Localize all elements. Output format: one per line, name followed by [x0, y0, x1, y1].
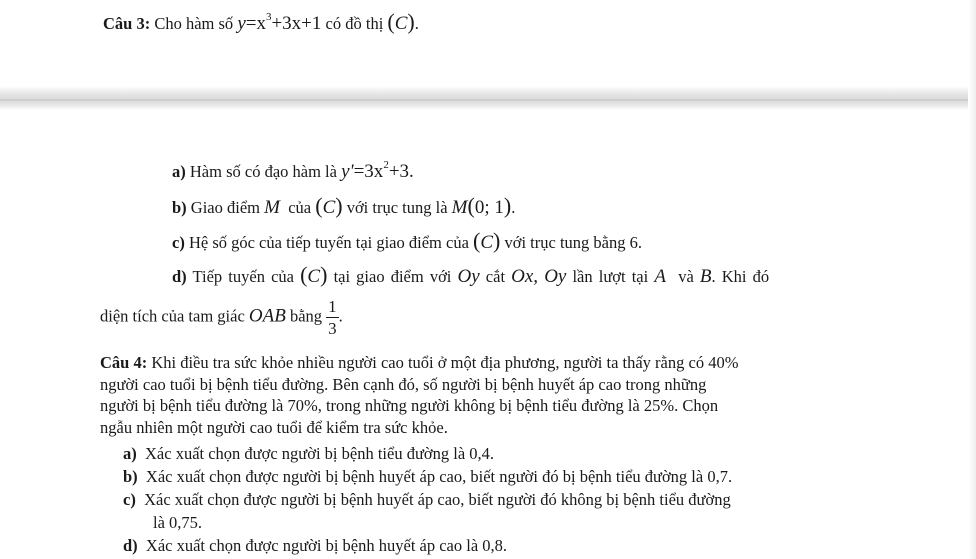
q3-label: Câu 3:	[103, 14, 151, 33]
q3-func-a: $=x^3+3x+1$	[245, 11, 322, 34]
q3-option-b: b) Giao điểm M của (C) với trục tung là M(0; 1).	[172, 193, 516, 218]
page-gap	[0, 86, 976, 110]
q3-option-a: a) Hàm số có đạo hàm là $y'=3x^2+3$.	[172, 159, 414, 182]
q3-option-d-line2: diện tích của tam giác OAB bằng $\frac{1}{3}$ .	[100, 297, 343, 338]
q3-graph-text: có đồ thị	[325, 14, 384, 33]
q4-option-d: d) Xác xuất chọn được người bị bệnh huyết áp cao là 0,8.	[123, 536, 508, 555]
fraction-one-third: $\frac{1}{3}$	[328, 297, 337, 338]
q4-option-b: b) Xác xuất chọn được người bị bệnh huyết áp cao, biết người đó bị bệnh tiểu đường là 0,7.	[123, 467, 733, 486]
q4-option-c: c) Xác xuất chọn được người bị bệnh huyết áp cao, biết người đó không bị bệnh tiểu đường	[123, 490, 731, 509]
q3-graph-name: C	[394, 13, 408, 34]
q4-paragraph: Câu 4: Khi điều tra sức khỏe nhiều người cao tuổi ở một địa phương, người ta thấy rằng có 40% người cao tuổi bị bệnh tiểu đường. Bên cạnh đó, số người bị bệnh huyết áp cao trong những người bị bệnh tiểu đường là 70%, trong những người không bị bệnh tiểu đường là 25%. Chọn ngẫu nhiên một người cao tuổi để kiểm tra sức khỏe.	[100, 353, 739, 437]
page-edge-shadow	[968, 0, 976, 559]
q3-func-lhs: y	[237, 13, 246, 34]
q3-header: Câu 3: Cho hàm số $y=x^3+3x+1$ có đồ thị (C).	[103, 9, 419, 34]
q3-option-d: d) Tiếp tuyến của (C) tại giao điểm với Oy cắt Ox, Oy lần lượt tại A và B. Khi đó	[172, 262, 770, 287]
q4-label: Câu 4:	[100, 353, 148, 372]
q3-intro: Cho hàm số	[154, 14, 234, 33]
q3-option-c: c) Hệ số góc của tiếp tuyến tại giao điểm của (C) với trục tung bằng 6.	[172, 228, 642, 253]
q4-option-c-line2: là 0,75.	[153, 513, 203, 532]
q4-option-a: a) Xác xuất chọn được người bị bệnh tiểu đường là 0,4.	[123, 444, 495, 463]
page-separator	[0, 99, 976, 101]
